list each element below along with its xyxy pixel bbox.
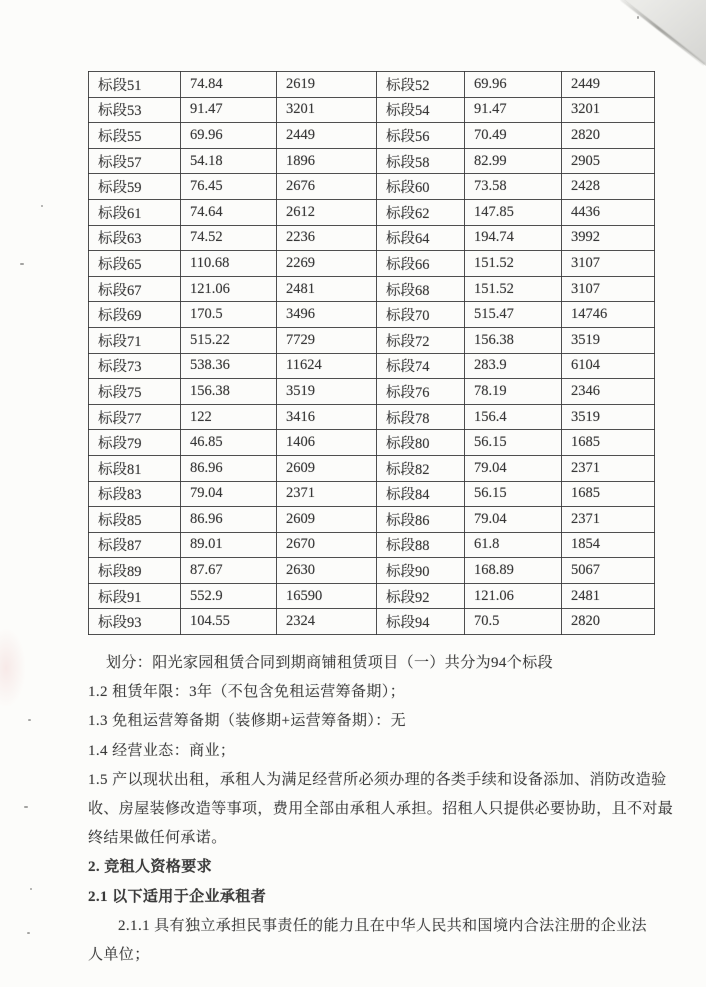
table-row bbox=[89, 532, 655, 558]
text-line: 2. 竞租人资格要求 bbox=[88, 859, 213, 876]
section-label-cell: 标段55 bbox=[89, 123, 181, 149]
area-value-cell: 168.89 bbox=[465, 558, 562, 584]
table-row bbox=[89, 481, 655, 507]
section-label-cell: 标段67 bbox=[89, 276, 181, 302]
section-label-cell: 标段52 bbox=[377, 72, 465, 98]
section-label-cell: 标段91 bbox=[89, 583, 181, 609]
area-value-cell: 552.9 bbox=[181, 583, 277, 609]
text-line: 终结果做任何承诺。 bbox=[88, 830, 227, 847]
area-value-cell: 170.5 bbox=[181, 302, 277, 328]
amount-value-cell: 3416 bbox=[277, 404, 377, 430]
amount-value-cell: 16590 bbox=[277, 583, 377, 609]
text-line: 1.5 产以现状出租，承租人为满足经营所必须办理的各类手续和设备添加、消防改造验 bbox=[88, 771, 667, 788]
area-value-cell: 73.58 bbox=[465, 174, 562, 200]
section-label-cell: 标段77 bbox=[89, 404, 181, 430]
area-value-cell: 61.8 bbox=[465, 532, 562, 558]
area-value-cell: 156.38 bbox=[181, 379, 277, 405]
amount-value-cell: 2609 bbox=[277, 455, 377, 481]
area-value-cell: 78.19 bbox=[465, 379, 562, 405]
area-value-cell: 74.52 bbox=[181, 225, 277, 251]
area-value-cell: 538.36 bbox=[181, 353, 277, 379]
section-label-cell: 标段56 bbox=[377, 123, 465, 149]
table-row bbox=[89, 327, 655, 353]
section-label-cell: 标段92 bbox=[377, 583, 465, 609]
table-row bbox=[89, 583, 655, 609]
area-value-cell: 70.5 bbox=[465, 609, 562, 635]
text-line: 1.4 经营业态：商业； bbox=[88, 742, 236, 759]
amount-value-cell: 2371 bbox=[562, 507, 655, 533]
scan-speck bbox=[637, 16, 639, 19]
scan-speck bbox=[20, 263, 24, 265]
amount-value-cell: 14746 bbox=[562, 302, 655, 328]
section-label-cell: 标段89 bbox=[89, 558, 181, 584]
amount-value-cell: 1854 bbox=[562, 532, 655, 558]
table-row bbox=[89, 379, 655, 405]
section-label-cell: 标段66 bbox=[377, 251, 465, 277]
amount-value-cell: 2449 bbox=[562, 72, 655, 98]
table-row bbox=[89, 353, 655, 379]
section-label-cell: 标段72 bbox=[377, 327, 465, 353]
amount-value-cell: 4436 bbox=[562, 199, 655, 225]
amount-value-cell: 2630 bbox=[277, 558, 377, 584]
section-label-cell: 标段54 bbox=[377, 97, 465, 123]
amount-value-cell: 2820 bbox=[562, 123, 655, 149]
area-value-cell: 194.74 bbox=[465, 225, 562, 251]
amount-value-cell: 2676 bbox=[277, 174, 377, 200]
section-label-cell: 标段85 bbox=[89, 507, 181, 533]
area-value-cell: 82.99 bbox=[465, 148, 562, 174]
area-value-cell: 46.85 bbox=[181, 430, 277, 456]
amount-value-cell: 3992 bbox=[562, 225, 655, 251]
amount-value-cell: 3496 bbox=[277, 302, 377, 328]
amount-value-cell: 2324 bbox=[277, 609, 377, 635]
area-value-cell: 151.52 bbox=[465, 276, 562, 302]
table-row bbox=[89, 404, 655, 430]
table-row bbox=[89, 558, 655, 584]
area-value-cell: 87.67 bbox=[181, 558, 277, 584]
area-value-cell: 86.96 bbox=[181, 507, 277, 533]
amount-value-cell: 1406 bbox=[277, 430, 377, 456]
scan-speck bbox=[24, 806, 28, 808]
area-value-cell: 69.96 bbox=[465, 72, 562, 98]
area-value-cell: 151.52 bbox=[465, 251, 562, 277]
area-value-cell: 79.04 bbox=[465, 507, 562, 533]
text-line: 人单位； bbox=[88, 946, 150, 963]
area-value-cell: 79.04 bbox=[181, 481, 277, 507]
amount-value-cell: 2269 bbox=[277, 251, 377, 277]
area-value-cell: 122 bbox=[181, 404, 277, 430]
table-row bbox=[89, 72, 655, 98]
section-label-cell: 标段83 bbox=[89, 481, 181, 507]
amount-value-cell: 2609 bbox=[277, 507, 377, 533]
amount-value-cell: 2612 bbox=[277, 199, 377, 225]
section-label-cell: 标段62 bbox=[377, 199, 465, 225]
bid-sections-table bbox=[88, 71, 655, 635]
area-value-cell: 54.18 bbox=[181, 148, 277, 174]
amount-value-cell: 7729 bbox=[277, 327, 377, 353]
table-row bbox=[89, 609, 655, 635]
table-row bbox=[89, 507, 655, 533]
amount-value-cell: 3107 bbox=[562, 276, 655, 302]
section-label-cell: 标段64 bbox=[377, 225, 465, 251]
text-line: 1.3 免租运营筹备期（装修期+运营筹备期）：无 bbox=[88, 713, 407, 730]
amount-value-cell: 2428 bbox=[562, 174, 655, 200]
amount-value-cell: 3201 bbox=[277, 97, 377, 123]
amount-value-cell: 1685 bbox=[562, 430, 655, 456]
section-label-cell: 标段70 bbox=[377, 302, 465, 328]
scan-smudge bbox=[0, 628, 26, 708]
section-label-cell: 标段84 bbox=[377, 481, 465, 507]
area-value-cell: 74.64 bbox=[181, 199, 277, 225]
section-label-cell: 标段88 bbox=[377, 532, 465, 558]
area-value-cell: 69.96 bbox=[181, 123, 277, 149]
text-line: 划分：阳光家园租赁合同到期商铺租赁项目（一）共分为94个标段 bbox=[106, 655, 554, 672]
area-value-cell: 121.06 bbox=[181, 276, 277, 302]
amount-value-cell: 2905 bbox=[562, 148, 655, 174]
section-label-cell: 标段65 bbox=[89, 251, 181, 277]
section-label-cell: 标段63 bbox=[89, 225, 181, 251]
section-label-cell: 标段90 bbox=[377, 558, 465, 584]
section-label-cell: 标段94 bbox=[377, 609, 465, 635]
area-value-cell: 76.45 bbox=[181, 174, 277, 200]
area-value-cell: 56.15 bbox=[465, 430, 562, 456]
text-line: 2.1.1 具有独立承担民事责任的能力且在中华人民共和国境内合法注册的企业法 bbox=[118, 917, 647, 934]
section-label-cell: 标段79 bbox=[89, 430, 181, 456]
table-row bbox=[89, 455, 655, 481]
scan-speck bbox=[41, 205, 43, 207]
amount-value-cell: 3519 bbox=[562, 404, 655, 430]
amount-value-cell: 2371 bbox=[277, 481, 377, 507]
section-label-cell: 标段53 bbox=[89, 97, 181, 123]
amount-value-cell: 2236 bbox=[277, 225, 377, 251]
amount-value-cell: 3519 bbox=[562, 327, 655, 353]
table-row bbox=[89, 225, 655, 251]
area-value-cell: 110.68 bbox=[181, 251, 277, 277]
table-row bbox=[89, 199, 655, 225]
section-label-cell: 标段86 bbox=[377, 507, 465, 533]
area-value-cell: 104.55 bbox=[181, 609, 277, 635]
scan-speck bbox=[28, 719, 31, 721]
amount-value-cell: 11624 bbox=[277, 353, 377, 379]
text-line: 2.1 以下适用于企业承租者 bbox=[88, 888, 267, 905]
section-label-cell: 标段82 bbox=[377, 455, 465, 481]
text-line: 收、房屋装修改造等事项，费用全部由承租人承担。招租人只提供必要协助，且不对最 bbox=[88, 801, 674, 818]
section-label-cell: 标段51 bbox=[89, 72, 181, 98]
amount-value-cell: 2481 bbox=[562, 583, 655, 609]
table-row bbox=[89, 251, 655, 277]
table-row bbox=[89, 174, 655, 200]
section-label-cell: 标段68 bbox=[377, 276, 465, 302]
section-label-cell: 标段69 bbox=[89, 302, 181, 328]
amount-value-cell: 2820 bbox=[562, 609, 655, 635]
section-label-cell: 标段74 bbox=[377, 353, 465, 379]
table-row bbox=[89, 302, 655, 328]
area-value-cell: 91.47 bbox=[181, 97, 277, 123]
amount-value-cell: 2670 bbox=[277, 532, 377, 558]
section-label-cell: 标段60 bbox=[377, 174, 465, 200]
section-label-cell: 标段75 bbox=[89, 379, 181, 405]
table-row bbox=[89, 148, 655, 174]
section-label-cell: 标段73 bbox=[89, 353, 181, 379]
section-label-cell: 标段93 bbox=[89, 609, 181, 635]
amount-value-cell: 3201 bbox=[562, 97, 655, 123]
section-label-cell: 标段76 bbox=[377, 379, 465, 405]
amount-value-cell: 1685 bbox=[562, 481, 655, 507]
section-label-cell: 标段57 bbox=[89, 148, 181, 174]
amount-value-cell: 2619 bbox=[277, 72, 377, 98]
scan-speck bbox=[30, 888, 32, 890]
table-row bbox=[89, 276, 655, 302]
area-value-cell: 515.22 bbox=[181, 327, 277, 353]
amount-value-cell: 3519 bbox=[277, 379, 377, 405]
table-row bbox=[89, 430, 655, 456]
section-label-cell: 标段71 bbox=[89, 327, 181, 353]
area-value-cell: 91.47 bbox=[465, 97, 562, 123]
amount-value-cell: 2481 bbox=[277, 276, 377, 302]
table-row bbox=[89, 97, 655, 123]
area-value-cell: 147.85 bbox=[465, 199, 562, 225]
area-value-cell: 70.49 bbox=[465, 123, 562, 149]
section-label-cell: 标段87 bbox=[89, 532, 181, 558]
area-value-cell: 121.06 bbox=[465, 583, 562, 609]
area-value-cell: 515.47 bbox=[465, 302, 562, 328]
document-body-text bbox=[88, 647, 674, 968]
area-value-cell: 56.15 bbox=[465, 481, 562, 507]
area-value-cell: 86.96 bbox=[181, 455, 277, 481]
section-label-cell: 标段80 bbox=[377, 430, 465, 456]
amount-value-cell: 6104 bbox=[562, 353, 655, 379]
section-label-cell: 标段61 bbox=[89, 199, 181, 225]
amount-value-cell: 5067 bbox=[562, 558, 655, 584]
area-value-cell: 283.9 bbox=[465, 353, 562, 379]
section-label-cell: 标段58 bbox=[377, 148, 465, 174]
amount-value-cell: 2371 bbox=[562, 455, 655, 481]
area-value-cell: 156.4 bbox=[465, 404, 562, 430]
amount-value-cell: 2346 bbox=[562, 379, 655, 405]
text-line: 1.2 租赁年限：3年（不包含免租运营筹备期）； bbox=[88, 684, 406, 701]
section-label-cell: 标段78 bbox=[377, 404, 465, 430]
section-label-cell: 标段81 bbox=[89, 455, 181, 481]
amount-value-cell: 2449 bbox=[277, 123, 377, 149]
area-value-cell: 89.01 bbox=[181, 532, 277, 558]
area-value-cell: 74.84 bbox=[181, 72, 277, 98]
amount-value-cell: 1896 bbox=[277, 148, 377, 174]
section-label-cell: 标段59 bbox=[89, 174, 181, 200]
scan-speck bbox=[27, 932, 30, 934]
table-row bbox=[89, 123, 655, 149]
area-value-cell: 156.38 bbox=[465, 327, 562, 353]
area-value-cell: 79.04 bbox=[465, 455, 562, 481]
amount-value-cell: 3107 bbox=[562, 251, 655, 277]
